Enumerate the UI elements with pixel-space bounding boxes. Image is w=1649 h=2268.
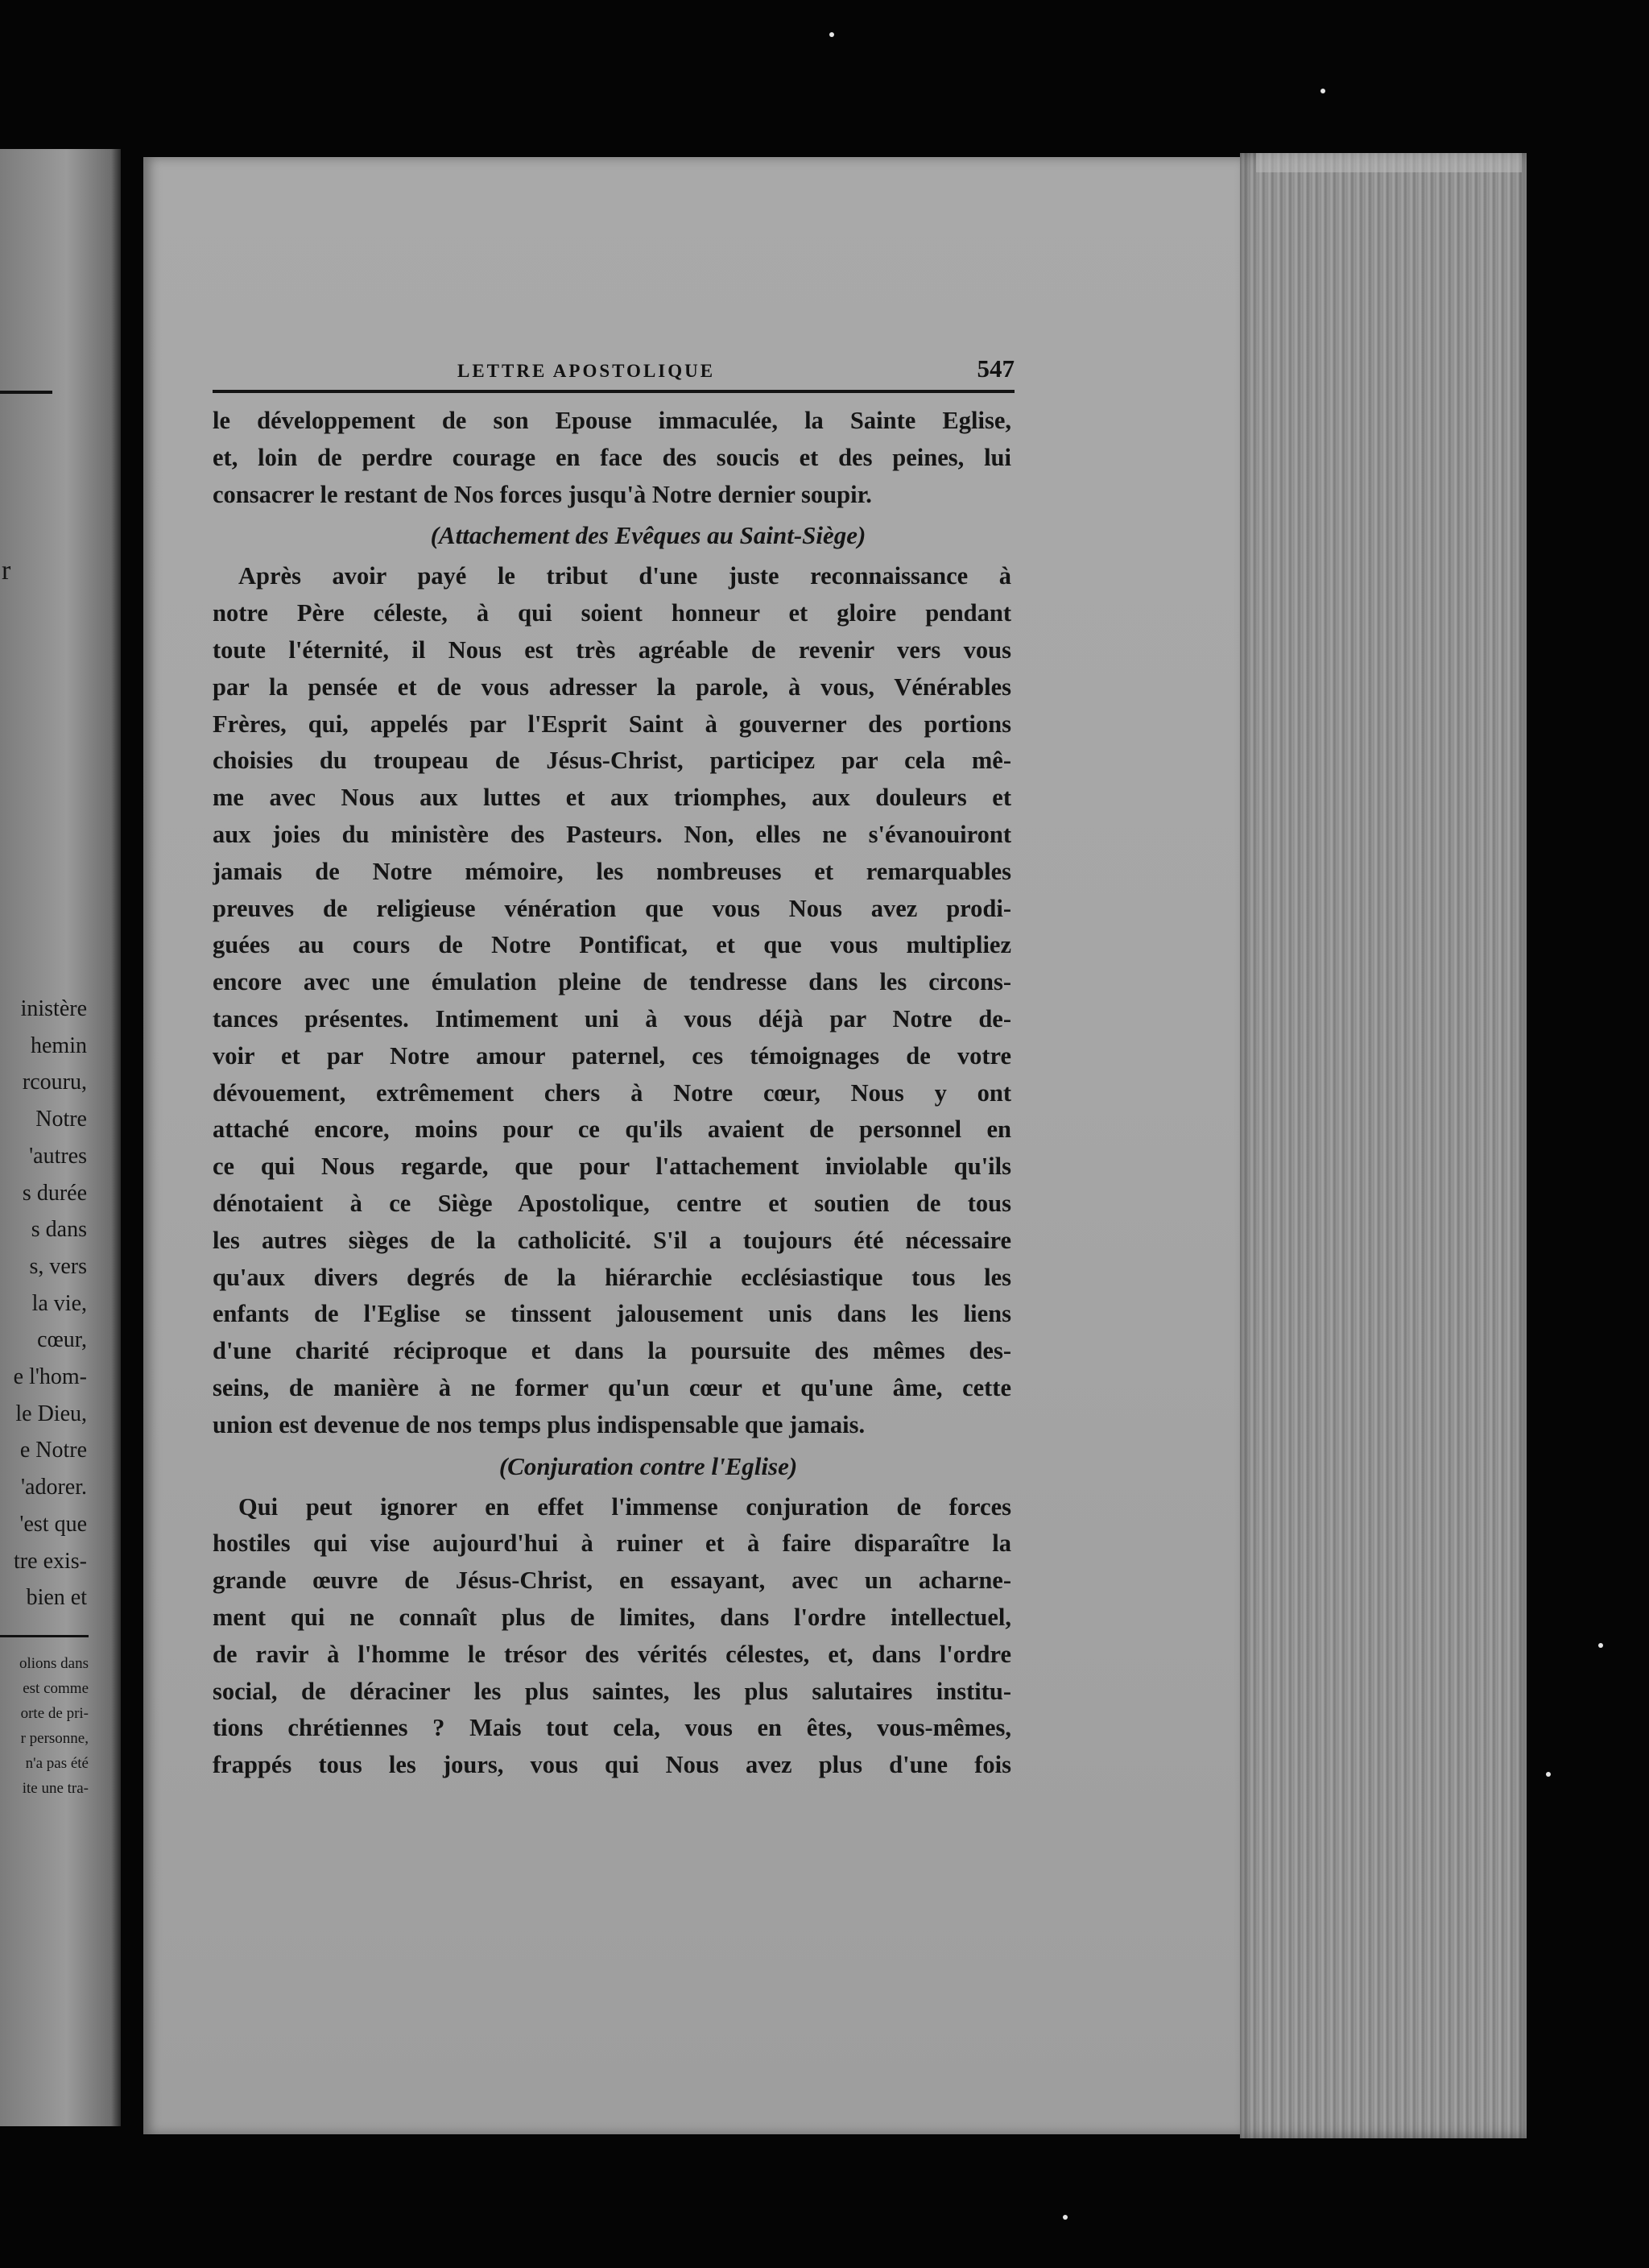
page-number: 547 <box>977 354 1015 383</box>
left-page-fragment: tre exis- <box>14 1548 87 1574</box>
dust-speck <box>829 32 834 37</box>
dust-speck <box>1598 1643 1603 1648</box>
left-page-fragment: 'est que <box>19 1511 87 1537</box>
body-line: guées au cours de Notre Pontificat, et que vous multipliez <box>213 931 1011 959</box>
left-page-letter: r <box>2 556 11 586</box>
left-page-footnote-rule <box>0 1635 89 1637</box>
body-line: ce qui Nous regarde, que pour l'attachement inviolable qu'ils <box>213 1153 1011 1181</box>
body-line: choisies du troupeau de Jésus-Christ, participez par cela mê- <box>213 747 1011 775</box>
running-head <box>209 354 1015 383</box>
left-page-fragment: le Dieu, <box>15 1401 87 1426</box>
body-line: dévouement, extrêmement chers à Notre cœur, Nous y ont <box>213 1078 1011 1107</box>
body-line: le développement de son Epouse immaculée, la Sainte Eglise, <box>213 407 1011 434</box>
running-head-title: LETTRE APOSTOLIQUE <box>457 361 716 381</box>
body-line: me avec Nous aux luttes et aux triomphes, aux douleurs et <box>213 784 1011 812</box>
body-line: d'une charité réciproque et dans la poursuite des mêmes des- <box>213 1337 1011 1365</box>
body-line: encore avec une émulation pleine de tendresse dans les circons- <box>213 968 1011 996</box>
section-heading: (Attachement des Evêques au Saint-Siège) <box>430 521 866 550</box>
left-page-footnote-fragment: orte de pri- <box>20 1705 89 1722</box>
left-page-fragment: e Notre <box>19 1438 87 1463</box>
body-line: frappés tous les jours, vous qui Nous avez plus d'une fois <box>213 1751 1011 1779</box>
left-page-fragment: s, vers <box>29 1253 87 1279</box>
left-page-fragment: cœur, <box>37 1327 87 1353</box>
body-line: Frères, qui, appelés par l'Esprit Saint à gouverner des portions <box>213 710 1011 738</box>
body-line: voir et par Notre amour paternel, ces témoignages de votre <box>213 1041 1011 1070</box>
left-page-fragment: rcouru, <box>22 1070 87 1095</box>
left-page-footnote-fragment: n'a pas été <box>25 1755 89 1772</box>
body-line: qu'aux divers degrés de la hiérarchie ecclésiastique tous les <box>213 1263 1011 1291</box>
body-line: toute l'éternité, il Nous est très agréable de revenir vers vous <box>213 635 1011 664</box>
left-page-fragment: 'adorer. <box>20 1475 87 1500</box>
dust-speck <box>1546 1772 1551 1777</box>
body-line: seins, de manière à ne former qu'un cœur et qu'une âme, cette <box>213 1373 1011 1401</box>
body-line: preuves de religieuse vénération que vous Nous avez prodi- <box>213 894 1011 922</box>
body-line: attaché encore, moins pour ce qu'ils avaient de personnel en <box>213 1115 1011 1144</box>
left-page-fragment: inistère <box>20 996 87 1021</box>
body-line: Qui peut ignorer en effet l'immense conjuration de forces <box>238 1492 1011 1521</box>
body-line: enfants de l'Eglise se tinssent jalousement unis dans les liens <box>213 1300 1011 1328</box>
body-line: grande œuvre de Jésus-Christ, en essayant, avec un acharne- <box>213 1566 1011 1595</box>
left-page-fragment: e l'hom- <box>13 1364 87 1389</box>
book-page-edges-highlight <box>1256 153 1522 172</box>
body-line: ment qui ne connaît plus de limites, dans l'ordre intellectuel, <box>213 1603 1011 1631</box>
left-page-fragment: 'autres <box>29 1143 87 1169</box>
section-heading: (Conjuration contre l'Eglise) <box>498 1451 798 1480</box>
left-page-head-rule <box>0 391 52 394</box>
body-line: hostiles qui vise aujourd'hui à ruiner et à faire disparaître la <box>213 1529 1011 1558</box>
page-body-text <box>213 403 1011 1784</box>
body-line: par la pensée et de vous adresser la parole, à vous, Vénérables <box>213 673 1011 701</box>
left-page-footnote-fragment: olions dans <box>19 1655 89 1672</box>
body-line: et, loin de perdre courage en face des soucis et des peines, lui <box>213 443 1011 471</box>
left-page-footnote-fragment: r personne, <box>20 1730 89 1747</box>
body-line: tances présentes. Intimement uni à vous déjà par Notre de- <box>213 1004 1011 1033</box>
body-line: consacrer le restant de Nos forces jusqu'à Notre dernier soupir. <box>213 480 872 508</box>
body-line: tions chrétiennes ? Mais tout cela, vous en êtes, vous-mêmes, <box>213 1714 1011 1742</box>
running-head-rule <box>213 390 1015 393</box>
body-line: aux joies du ministère des Pasteurs. Non, elles ne s'évanouiront <box>213 820 1011 848</box>
left-page-fragment: la vie, <box>31 1290 87 1316</box>
left-page-fragment: s dans <box>31 1217 87 1243</box>
left-page-fragment: bien et <box>26 1585 87 1611</box>
left-facing-page <box>0 149 121 2126</box>
left-page-footnote-fragment: ite une tra- <box>22 1780 89 1797</box>
body-line: notre Père céleste, à qui soient honneur et gloire pendant <box>213 599 1011 627</box>
body-line: Après avoir payé le tribut d'une juste reconnaissance à <box>238 562 1011 590</box>
dust-speck <box>1063 2215 1068 2220</box>
body-line: de ravir à l'homme le trésor des vérités célestes, et, dans l'ordre <box>213 1640 1011 1668</box>
book-page-edges <box>1240 153 1527 2138</box>
body-line: social, de déraciner les plus saintes, les plus salutaires institu- <box>213 1677 1011 1705</box>
left-page-fragment: hemin <box>31 1033 87 1058</box>
body-line: union est devenue de nos temps plus indispensable que jamais. <box>213 1410 866 1438</box>
left-page-fragment: Notre <box>35 1107 87 1132</box>
body-line: dénotaient à ce Siège Apostolique, centre et soutien de tous <box>213 1189 1011 1217</box>
body-line: les autres sièges de la catholicité. S'il a toujours été nécessaire <box>213 1226 1011 1254</box>
left-page-footnote-fragment: est comme <box>23 1680 89 1697</box>
left-page-fragment: s durée <box>22 1180 87 1206</box>
body-line: jamais de Notre mémoire, les nombreuses et remarquables <box>213 857 1011 885</box>
dust-speck <box>1320 89 1325 93</box>
